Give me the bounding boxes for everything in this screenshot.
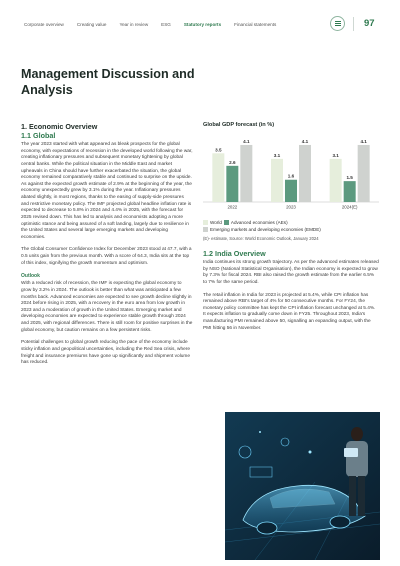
- chart-bar: [358, 145, 370, 202]
- chart-bar: [299, 145, 311, 202]
- chart-bar: [271, 159, 283, 202]
- chart-bar: [240, 145, 252, 202]
- smart-car-photo: [225, 412, 380, 560]
- chart-tick-label: 2024(E): [341, 204, 358, 210]
- nav-divider: [353, 17, 354, 31]
- right-column: [203, 122, 379, 338]
- smart-car-illustration: [225, 412, 380, 560]
- chart-title: Global GDP forecast (in %): [203, 122, 275, 128]
- chart-bar: [226, 166, 238, 202]
- chart-bar: [285, 180, 297, 202]
- outlook-heading: Outlook: [21, 273, 40, 280]
- chart-tick-label: 2022: [227, 204, 238, 210]
- chart-data-label: 2.6: [229, 159, 236, 165]
- nav-creating-value[interactable]: Creating value: [76, 21, 107, 27]
- nav-esg[interactable]: ESG: [161, 21, 171, 27]
- gdp-forecast-chart: [203, 132, 379, 212]
- legend-label-emde: Emerging markets and developing economies (EMDE): [210, 227, 321, 232]
- subsection-india-heading: 1.2 India Overview: [203, 249, 266, 258]
- outlook-paragraph-2: Potential challenges to global growth reducing the pace of the economy include sticky inflation and geopolitical uncertainties, including the Red Sea crisis, where freight and insurance premiums have gone up significantly and shipment volume has reduced.: [21, 340, 190, 366]
- chart-legend: [203, 220, 379, 232]
- global-paragraph-2: The Global Consumer Confidence Index for December 2023 stood at 47.7, with a 0.5 units gain from the previous month. With a score of 64.3, India sits at the top of this index, signifying the growth momentum and optimism.: [21, 247, 192, 266]
- subsection-global-heading: 1.1 Global: [21, 131, 56, 140]
- nav-statutory-reports[interactable]: Statutory reports: [183, 21, 222, 27]
- legend-row-1: [203, 220, 379, 225]
- left-column: [21, 122, 193, 373]
- hamburger-menu-icon[interactable]: [330, 16, 345, 31]
- chart-data-label: 4.1: [243, 138, 250, 144]
- chart-tick-label: 2023: [286, 204, 296, 210]
- nav-corporate-overview[interactable]: Corporate overview: [24, 21, 64, 27]
- page-title: Management Discussion and Analysis: [21, 67, 195, 97]
- chart-data-label: 4.1: [360, 138, 367, 144]
- legend-swatch-aes: [224, 220, 229, 225]
- nav-financial-statements[interactable]: Financial statements: [234, 21, 277, 27]
- chart-data-label: 1.6: [287, 173, 295, 179]
- chart-bar: [330, 159, 342, 202]
- chart-source: (E)- estimate, Source: World Economic Outlook, January 2024: [203, 236, 319, 241]
- chart-data-label: 3.5: [215, 147, 222, 153]
- legend-swatch-emde: [203, 227, 208, 232]
- chart-data-label: 3.1: [273, 152, 281, 158]
- page-number: 97: [364, 18, 375, 29]
- legend-label-world: World: [210, 220, 222, 225]
- india-paragraph-1: India continues its strong growth trajectory. As per the advanced estimates released by NSO (National Statistical Organisation), the Indian economy is expected to grow by 7.3% for fiscal 2024. RBI also raised the growth estimate from the earlier 6.5% to 7% for the same period.: [203, 260, 379, 285]
- global-paragraph-1: The year 2023 started with what appeared as bleak prospects for the global economy, with expectations of recession in the developed world following the war, creating inflationary pressures and subsequent monetary tightening by global central banks. While the political situation in the Middle East and market upheavals in China should have further exacerbated the situation, the global economy remained comparatively stable and continued to surprise on the upside. As against the expected growth estimate of 2.9% at the beginning of the year, the economy unexpectedly grew by 3.1% during the year. Inflationary pressures abated slightly, in most regions, thanks to the easing of supply-side pressures and restrictive monetary policy. The IMF projected global headline inflation rate is expected to decrease to 5.8% in 2024 and 4.4% in 2025, with the forecast for 2025 revised down. This has led to analysis and economists adopting a more optimistic stance and being assured of a soft landing, largely due to resilience in the United States and several large emerging markets and developing economies.: [21, 142, 193, 240]
- chart-data-label: 4.1: [301, 138, 309, 144]
- legend-row-2: [203, 227, 379, 232]
- chart-data-label: 3.1: [332, 152, 339, 158]
- chart-bar: [344, 181, 356, 202]
- chart-data-label: 1.5: [346, 175, 353, 181]
- top-navigation: [24, 16, 376, 32]
- outlook-paragraph-1: With a reduced risk of recession, the IMF is expecting the global economy to grow by 3.2% in 2024. The outlook is better than what was anticipated a few months back. Advanced economies are expected to see growth decline slightly in 2024 before rising in 2025, with a recovery in the euro area from low growth in 2023 and a moderation of growth in the United States. Emerging market and developing economies are expected to experience stable growth through 2024 and 2025, with regional differences. There is still room for positive surprises in the global economy, but caution remains on a few persistent risks.: [21, 281, 193, 333]
- chart-bar: [212, 153, 224, 202]
- section-heading: 1. Economic Overview: [21, 122, 98, 131]
- legend-label-aes: Advanced economies (AEs): [230, 220, 288, 225]
- legend-swatch-world: [203, 220, 208, 225]
- india-paragraph-2: The retail inflation in India for 2023 is projected at 5.4%, while CPI inflation has remained above RBI's target of 4% for 50 consecutive months. For FY24, the monetary policy committee has kept the CPI inflation forecast unchanged at 5.4%. It expects inflation to gradually come down in FY25. Throughout 2023, India's manufacturing PMI remained above 50, signalling an expanding output, with the PMI hitting 56 in November.: [203, 292, 376, 331]
- nav-year-in-review[interactable]: Year in review: [119, 21, 149, 27]
